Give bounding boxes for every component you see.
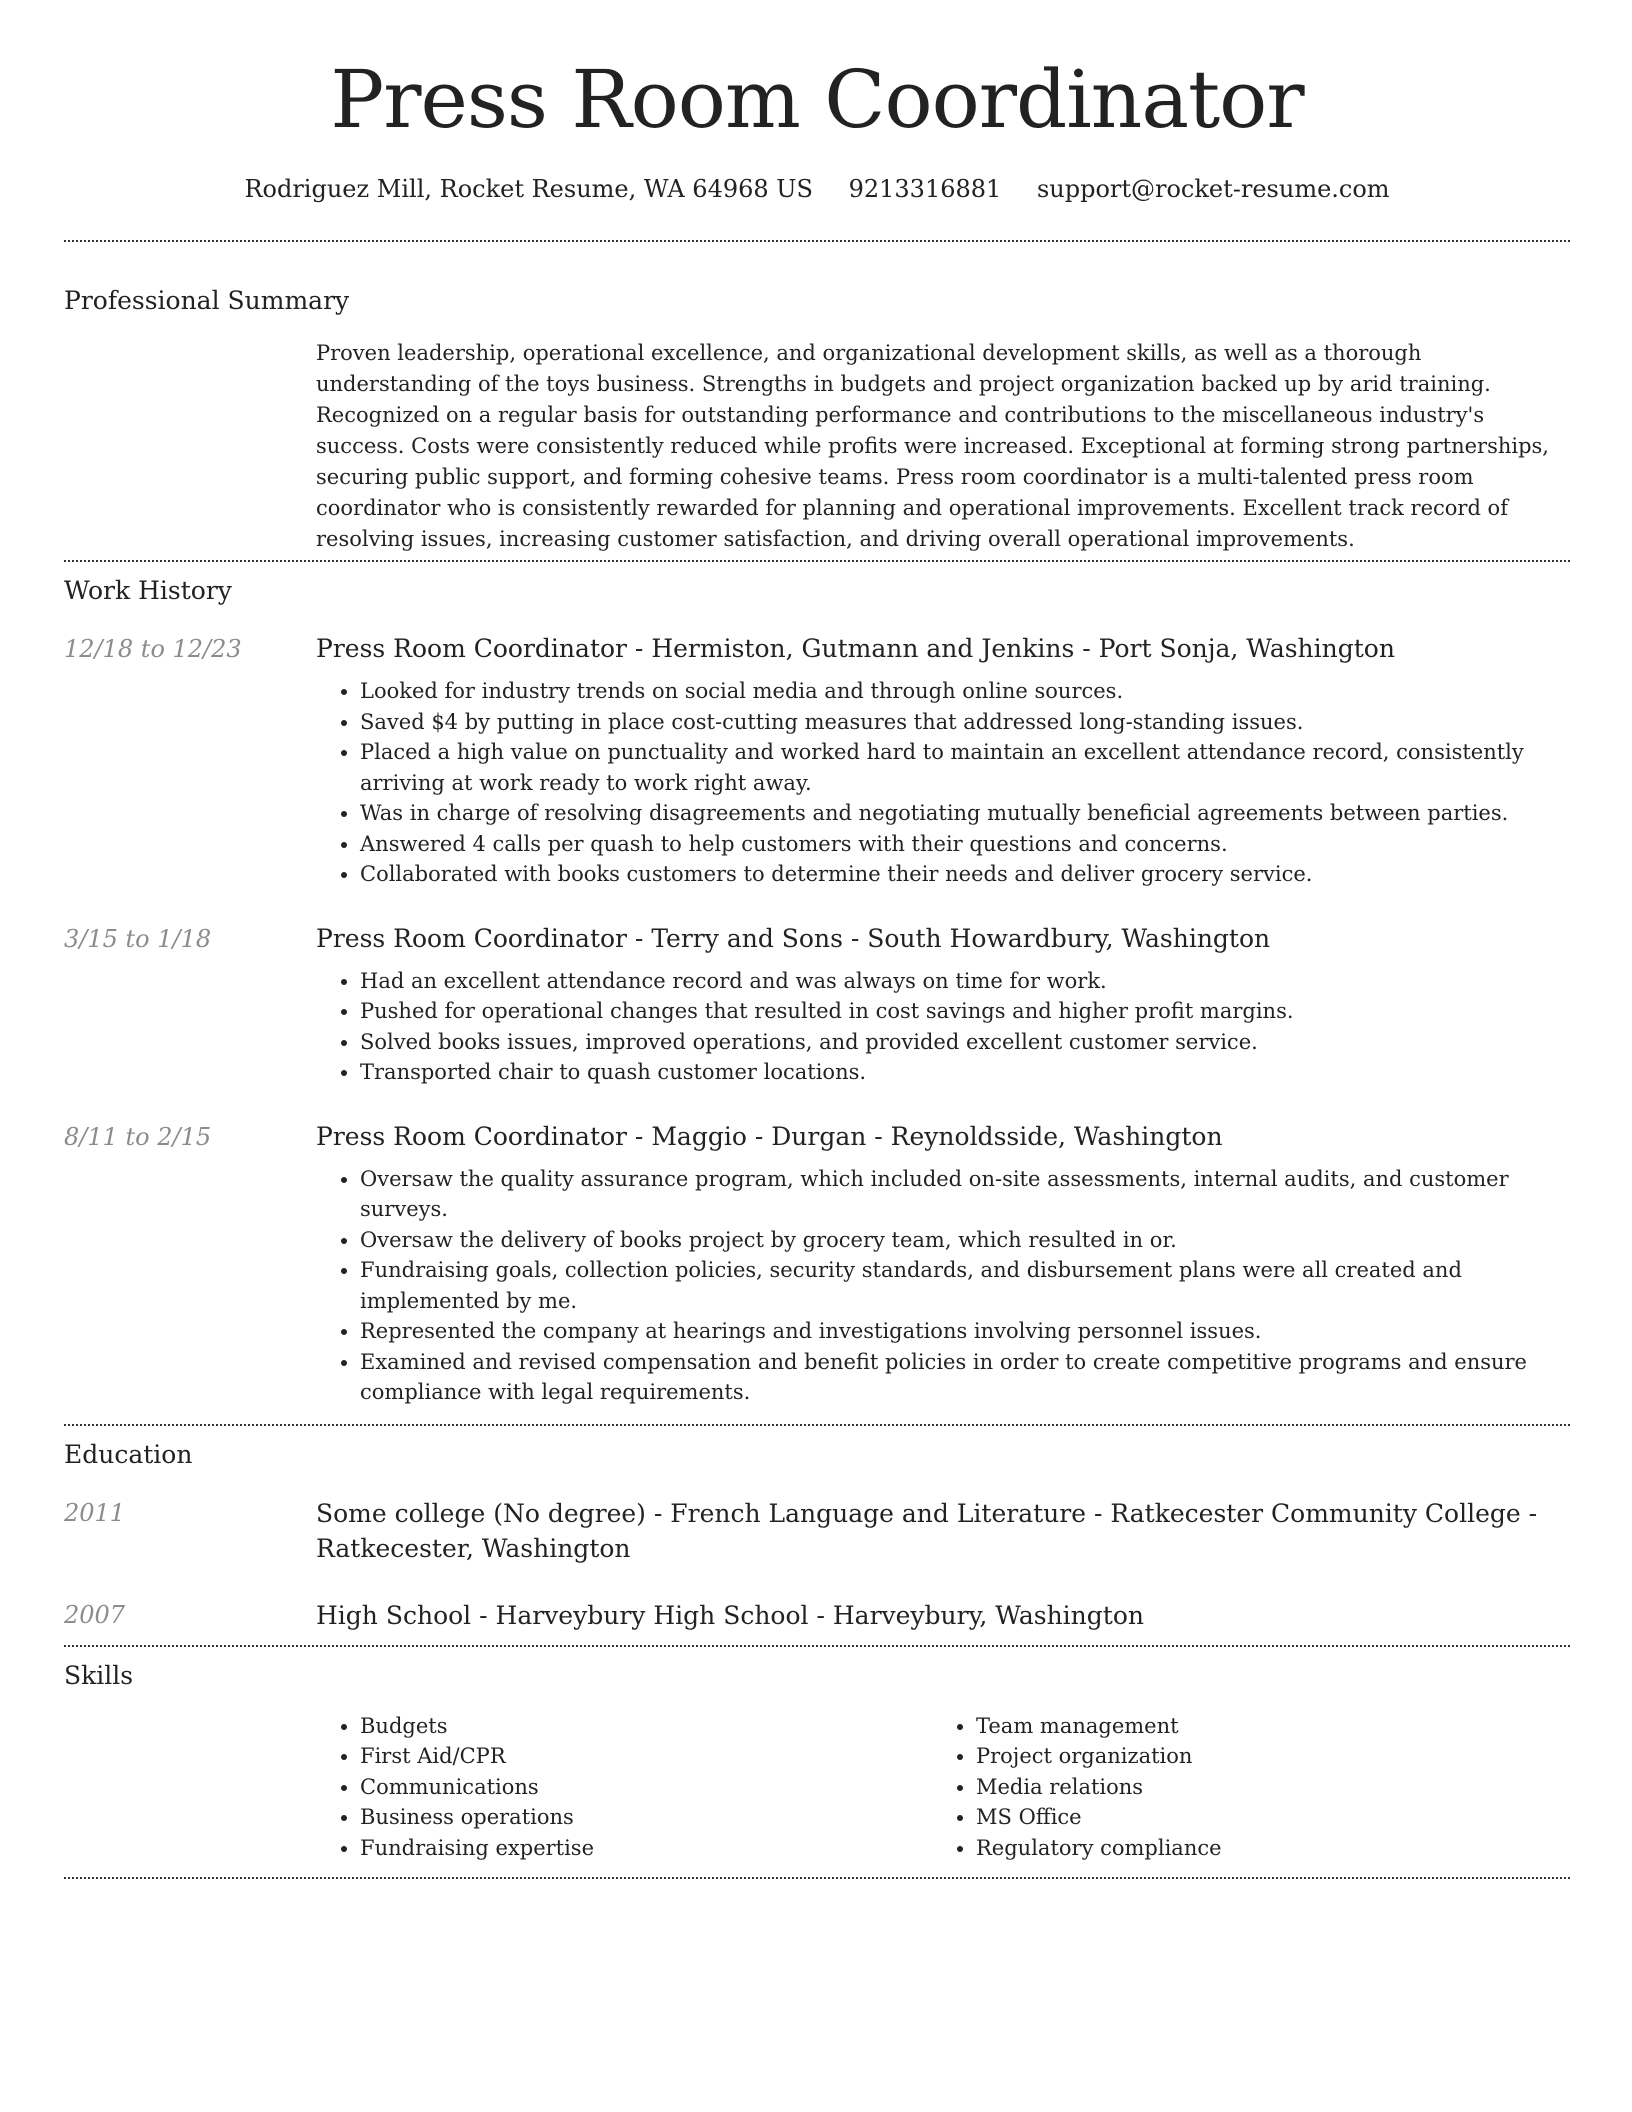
education-year: 2011 — [64, 1498, 126, 1527]
contact-line — [64, 172, 1570, 206]
list-item: • Oversaw the quality assurance program, which included on-site assessments, internal audits, and customer surveys. — [360, 1164, 1570, 1225]
skill-item: • MS Office — [976, 1802, 1548, 1833]
divider — [64, 1877, 1570, 1879]
skill-item: • Team management — [976, 1711, 1548, 1742]
list-item: • Transported chair to quash customer locations. — [360, 1057, 1570, 1088]
list-item: • Had an excellent attendance record and was always on time for work. — [360, 966, 1570, 997]
skill-item: • Regulatory compliance — [976, 1833, 1548, 1864]
job-bullets — [316, 676, 1570, 890]
job-dates: 12/18 to 12/23 — [64, 635, 242, 663]
list-item: • Oversaw the delivery of books project by grocery team, which resulted in or. — [360, 1225, 1570, 1256]
job-heading: Press Room Coordinator - Terry and Sons - South Howardbury, Washington — [316, 923, 1271, 953]
resume-name: Press Room Coordinator — [330, 53, 1304, 146]
work-history-section — [64, 574, 1570, 1408]
job-entry — [64, 1120, 1570, 1408]
divider — [64, 240, 1570, 242]
list-item: • Pushed for operational changes that resulted in cost savings and higher profit margins. — [360, 996, 1570, 1027]
list-item: • Examined and revised compensation and benefit policies in order to create competitive programs and ensure compliance with legal requirements. — [360, 1347, 1570, 1408]
list-item: • Represented the company at hearings and investigations involving personnel issues. — [360, 1316, 1570, 1347]
list-item: • Solved books issues, improved operations, and provided excellent customer service. — [360, 1027, 1570, 1058]
job-bullets — [316, 966, 1570, 1088]
skills-section — [64, 1659, 1570, 1864]
skill-item: • Project organization — [976, 1741, 1548, 1772]
divider — [64, 1424, 1570, 1426]
job-bullets — [316, 1164, 1570, 1408]
job-dates: 3/15 to 1/18 — [64, 924, 212, 953]
contact-address: Rodriguez Mill, Rocket Resume, WA 64968 US — [244, 175, 813, 203]
job-dates: 8/11 to 2/15 — [64, 1122, 212, 1151]
job-heading: Press Room Coordinator - Hermiston, Gutmann and Jenkins - Port Sonja, Washington — [316, 634, 1395, 663]
summary-text: Proven leadership, operational excellence, and organizational development skills, as well as a thorough understanding of the toys business. Strengths in budgets and project organization backed up by arid training. Recognized on a regular basis for outstanding performance and contributions to the miscellaneous industry's success. Costs were consistently reduced while profits were increased. Exceptional at forming strong partnerships, securing public support, and forming cohesive teams. Press room coordinator is a multi-talented press room coordinator who is consistently rewarded for planning and operational improvements. Excellent track record of resolving issues, increasing customer satisfaction, and driving overall operational improvements. — [316, 341, 1549, 551]
contact-phone: 9213316881 — [848, 175, 1002, 203]
education-year: 2007 — [64, 1600, 126, 1629]
skill-item: • Business operations — [360, 1802, 932, 1833]
list-item: • Fundraising goals, collection policies, security standards, and disbursement plans were all created and implemented by me. — [360, 1255, 1570, 1316]
skill-item: • Budgets — [360, 1711, 932, 1742]
list-item: • Was in charge of resolving disagreements and negotiating mutually beneficial agreements between parties. — [360, 798, 1570, 829]
skills-heading: Skills — [64, 1660, 134, 1690]
list-item: • Answered 4 calls per quash to help customers with their questions and concerns. — [360, 829, 1570, 860]
summary-heading: Professional Summary — [64, 286, 350, 315]
list-item: • Placed a high value on punctuality and worked hard to maintain an excellent attendance record, consistently arriving at work ready to work right away. — [360, 737, 1570, 798]
job-entry — [64, 632, 1570, 890]
education-heading-text: Some college (No degree) - French Language and Literature - Ratkecester Community College - Ratkecester, Washington — [316, 1498, 1538, 1563]
list-item: • Collaborated with books customers to determine their needs and deliver grocery service. — [360, 859, 1570, 890]
job-entry — [64, 922, 1570, 1088]
skill-item: • Communications — [360, 1772, 932, 1803]
summary-section — [64, 284, 1570, 555]
education-entry — [64, 1496, 1570, 1566]
skill-item: • First Aid/CPR — [360, 1741, 932, 1772]
job-heading: Press Room Coordinator - Maggio - Durgan - Reynoldsside, Washington — [316, 1121, 1223, 1151]
list-item: • Saved $4 by putting in place cost-cutting measures that addressed long-standing issues. — [360, 707, 1570, 738]
contact-email: support@rocket-resume.com — [1036, 175, 1390, 203]
education-heading-text: High School - Harveybury High School - Harveybury, Washington — [316, 1600, 1144, 1630]
skill-item: • Media relations — [976, 1772, 1548, 1803]
divider — [64, 560, 1570, 562]
education-entry — [64, 1598, 1570, 1633]
skills-list-right — [932, 1711, 1548, 1864]
skills-list-left — [316, 1711, 932, 1864]
divider — [64, 1645, 1570, 1647]
work-history-heading: Work History — [64, 576, 232, 605]
education-section — [64, 1438, 1570, 1633]
skill-item: • Fundraising expertise — [360, 1833, 932, 1864]
education-heading: Education — [64, 1439, 193, 1469]
list-item: • Looked for industry trends on social media and through online sources. — [360, 676, 1570, 707]
